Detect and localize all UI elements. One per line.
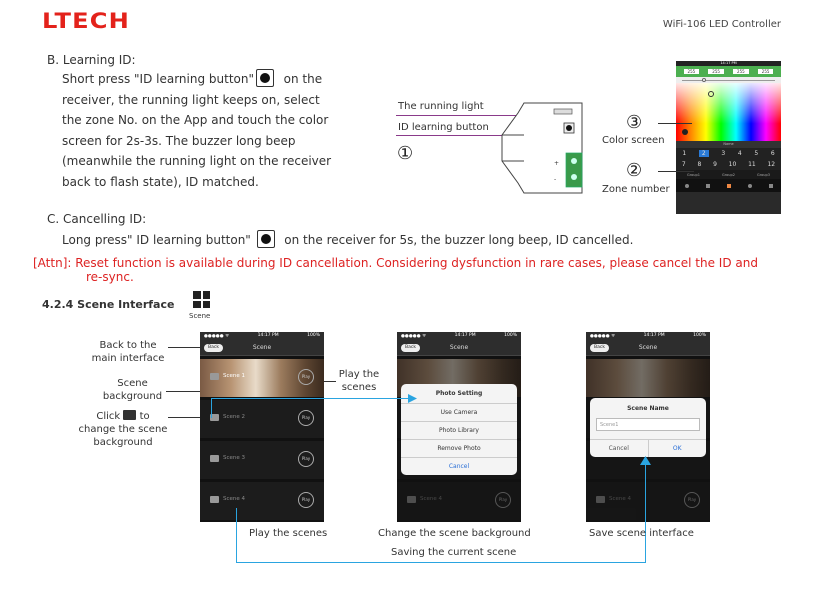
app-tab-bar: [676, 179, 781, 192]
scene-row: [397, 482, 521, 520]
group-tab[interactable]: Group1: [687, 172, 700, 177]
back-button[interactable]: Back: [401, 344, 420, 352]
app-status-bar: 14:17 PM: [676, 61, 781, 66]
nav-bar: [397, 340, 521, 356]
remove-photo-option[interactable]: Remove Photo: [401, 440, 517, 458]
nav-title: Scene: [449, 344, 469, 351]
carrier: ●●●●● ᯤ: [590, 334, 616, 339]
step-number-3: ③: [626, 112, 643, 133]
flow-arrowhead: [408, 394, 418, 403]
learning-line: (meanwhile the running light on the receiver: [62, 154, 332, 168]
app-color-screen: [676, 61, 781, 214]
click-text-pre: Click: [96, 411, 121, 422]
step-number-2: ②: [626, 160, 643, 181]
camera-icon[interactable]: [210, 496, 219, 503]
zone-row-bottom: [676, 159, 781, 170]
document-title: WiFi-106 LED Controller: [662, 19, 781, 30]
cancelling-text-post: on the receiver for 5s, the buzzer long beep, ID cancelled.: [284, 233, 634, 247]
rgb-value[interactable]: 255: [684, 69, 700, 74]
flow-line: [211, 398, 411, 399]
scene-row[interactable]: [200, 482, 324, 520]
caption-save: Save scene interface: [589, 528, 694, 539]
zone-number[interactable]: 4: [737, 150, 742, 157]
learning-line: the zone No. on the App and touch the color: [62, 113, 329, 127]
battery: 100%: [307, 333, 320, 338]
attention-line: [Attn]: Reset function is available during ID cancellation. Considering dysfunction in rare cases, please cancel the ID and: [33, 256, 758, 270]
background-annotation: Scene background: [102, 378, 163, 402]
caption-play: Play the scenes: [249, 528, 328, 539]
back-button[interactable]: Back: [590, 344, 609, 352]
zone-number[interactable]: 1: [682, 150, 687, 157]
clock: 14:17 PM: [257, 333, 279, 338]
group-tab[interactable]: Group3: [757, 172, 770, 177]
play-button[interactable]: Play: [298, 410, 314, 426]
background-leader: [166, 391, 200, 392]
group-tab[interactable]: Group2: [722, 172, 735, 177]
battery: 100%: [504, 333, 517, 338]
nav-title: Scene: [638, 344, 658, 351]
zone-row-top: [676, 148, 781, 159]
zone-number-leader: [658, 171, 694, 172]
learning-text-pre: Short press "ID learning button": [62, 72, 254, 86]
learning-line: back to flash state), ID matched.: [62, 174, 259, 189]
scene-name: Scene 4: [420, 496, 443, 502]
scene-name: Scene 1: [223, 373, 246, 379]
dialog-title: Scene Name: [627, 405, 669, 412]
status-bar: [200, 332, 324, 340]
play-button[interactable]: Play: [298, 369, 314, 385]
tab-icon[interactable]: [685, 184, 689, 188]
zone-number[interactable]: 6: [770, 150, 775, 157]
tab-icon[interactable]: [748, 184, 752, 188]
running-light-label: The running light: [398, 101, 484, 112]
attention-note: [33, 256, 793, 284]
rgb-value-bar: [676, 66, 781, 77]
scene-row: [586, 359, 710, 397]
back-annotation: Back to the main interface: [91, 340, 165, 364]
scene-row[interactable]: [200, 441, 324, 479]
step-number-1: ①: [397, 143, 414, 164]
play-button: Play: [684, 492, 700, 508]
scene-name: Scene 4: [223, 496, 246, 502]
dialog-title: Photo Setting: [401, 384, 517, 404]
tab-icon[interactable]: [769, 184, 773, 188]
zone-number[interactable]: 5: [754, 150, 759, 157]
camera-icon: [123, 410, 136, 420]
attention-line: re-sync.: [86, 270, 134, 284]
rgb-value[interactable]: 255: [758, 69, 774, 74]
flow-line: [236, 508, 237, 563]
scene-section-heading: 4.2.4 Scene Interface: [42, 298, 175, 311]
brand-logo: LTECH: [42, 9, 131, 33]
play-button[interactable]: Play: [298, 451, 314, 467]
zone-number[interactable]: 8: [697, 161, 702, 168]
color-screen-leader: [658, 123, 692, 124]
zone-number[interactable]: 11: [748, 161, 756, 168]
learning-line: receiver, the running light keeps on, select: [62, 92, 320, 107]
play-button: Play: [495, 492, 511, 508]
zone-number[interactable]: 2: [699, 150, 709, 157]
cancel-button[interactable]: Cancel: [448, 463, 470, 470]
svg-text:+: +: [554, 160, 560, 167]
id-learning-button-icon: [257, 230, 275, 248]
clock: 14:17 PM: [643, 333, 665, 338]
nav-title: Scene: [252, 344, 272, 351]
scene-name-input[interactable]: Scene1: [596, 418, 700, 431]
play-leader: [322, 381, 336, 382]
color-screen-label: Color screen: [602, 135, 665, 146]
scene-row[interactable]: [200, 400, 324, 438]
rgb-value[interactable]: 255: [733, 69, 749, 74]
flow-arrowhead: [640, 456, 651, 465]
zone-number[interactable]: 7: [681, 161, 686, 168]
carrier: ●●●●● ᯤ: [204, 334, 230, 339]
play-button[interactable]: Play: [298, 492, 314, 508]
ok-button[interactable]: OK: [672, 445, 682, 452]
scene-icon-label: Scene: [189, 312, 211, 320]
photo-setting-phone: [397, 332, 521, 522]
photo-setting-dialog: [401, 384, 517, 475]
click-text-post: to change the scene background: [78, 411, 168, 448]
caption-saving-current: Saving the current scene: [391, 547, 517, 558]
cancelling-paragraph: [62, 230, 633, 251]
zone-number[interactable]: 9: [713, 161, 717, 168]
tab-icon[interactable]: [727, 184, 731, 188]
zone-number[interactable]: 10: [728, 161, 737, 168]
scene-name-phone: [586, 332, 710, 522]
rgb-value[interactable]: 255: [708, 69, 724, 74]
camera-icon[interactable]: [210, 373, 219, 380]
id-learning-button-icon: [256, 69, 274, 87]
back-button[interactable]: Back: [204, 344, 223, 352]
receiver-device-drawing: [494, 95, 589, 195]
scene-list-phone: [200, 332, 324, 522]
learning-heading: B. Learning ID:: [47, 53, 136, 67]
photo-library-option[interactable]: Photo Library: [401, 422, 517, 440]
camera-icon: [596, 496, 605, 503]
learning-text-post: on the: [283, 72, 323, 86]
tab-icon[interactable]: [706, 184, 710, 188]
camera-icon[interactable]: [210, 455, 219, 462]
battery: 100%: [693, 333, 706, 338]
camera-icon: [407, 496, 416, 503]
scene-name: Scene 2: [223, 414, 246, 420]
scene-name: Scene 4: [609, 496, 632, 502]
status-bar: [397, 332, 521, 340]
id-button-label: ID learning button: [398, 122, 489, 133]
nav-bar: [200, 340, 324, 356]
svg-text:-: -: [554, 176, 557, 183]
caption-change-background: Change the scene background: [378, 528, 531, 539]
cancel-button[interactable]: Cancel: [590, 440, 649, 457]
zone-number[interactable]: 3: [721, 150, 726, 157]
carrier: ●●●●● ᯤ: [401, 334, 427, 339]
nav-bar: [586, 340, 710, 356]
status-bar: [586, 332, 710, 340]
zone-number-label: Zone number: [602, 184, 670, 195]
learning-line: screen for 2s-3s. The buzzer long beep: [62, 133, 296, 148]
scene-name: Scene 3: [223, 455, 246, 461]
click-annotation: [78, 410, 168, 449]
zone-name-label: Name: [676, 141, 781, 148]
cancelling-heading: C. Cancelling ID:: [47, 212, 147, 226]
play-annotation: Play the scenes: [338, 369, 380, 393]
learning-paragraph: [62, 69, 347, 192]
flow-line: [236, 562, 646, 563]
color-wheel-area[interactable]: [676, 83, 781, 141]
scene-row: [586, 482, 710, 520]
back-leader: [168, 347, 202, 348]
scene-row[interactable]: [200, 359, 324, 397]
scene-name-dialog: [590, 398, 706, 457]
scene-grid-icon: [193, 291, 210, 308]
use-camera-option[interactable]: Use Camera: [401, 404, 517, 422]
cancelling-text-pre: Long press" ID learning button": [62, 233, 251, 247]
flow-line: [645, 463, 646, 563]
clock: 14:17 PM: [454, 333, 476, 338]
zone-number[interactable]: 12: [767, 161, 776, 168]
flow-line: [211, 398, 212, 418]
